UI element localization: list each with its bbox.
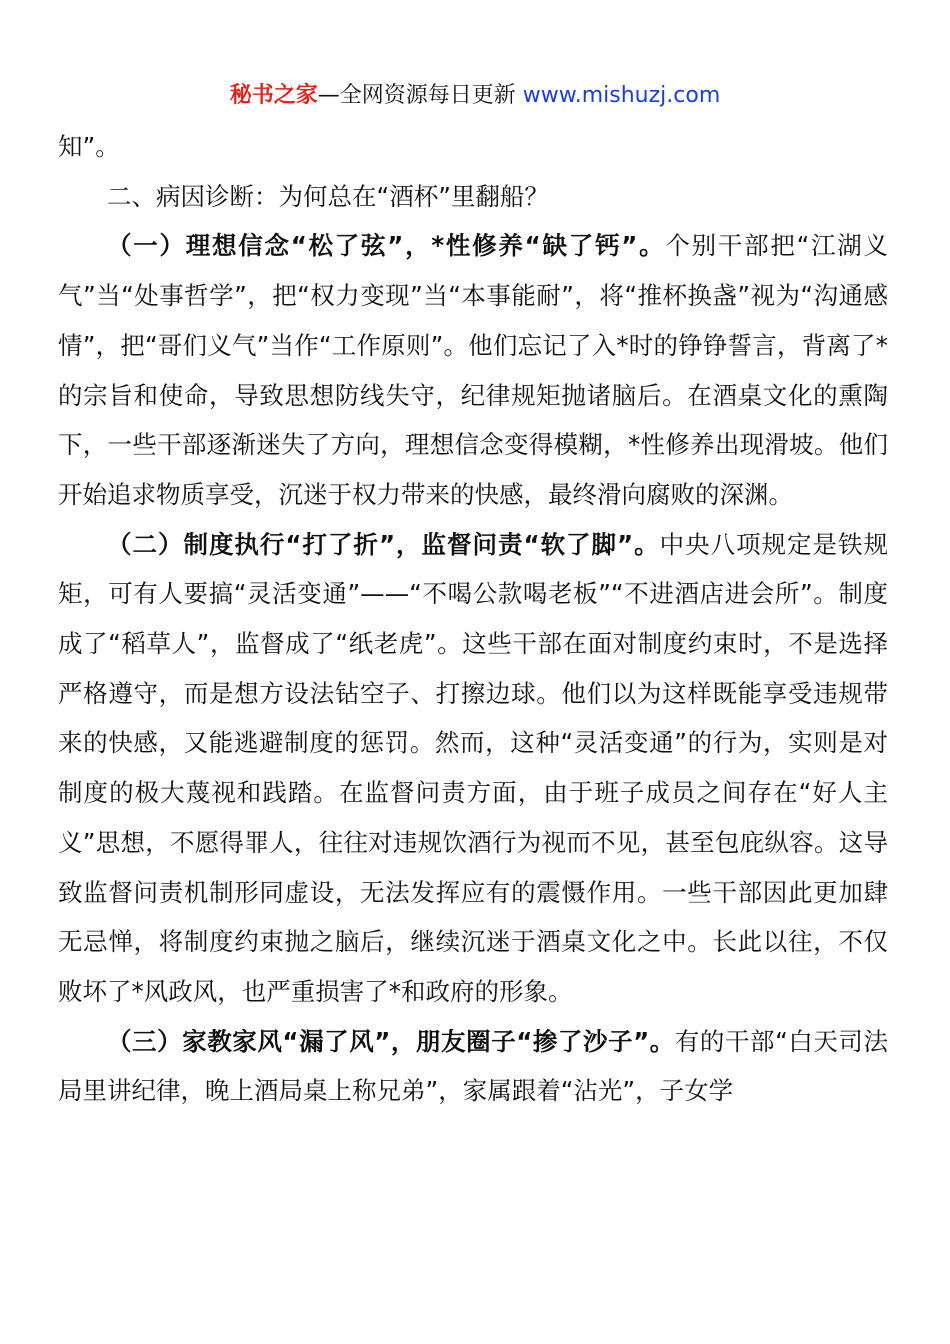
paragraph-1-title: （一）理想信念“松了弦”，*性修养“缺了钙”。: [107, 231, 666, 261]
section-heading: 二、病因诊断：为何总在“酒杯”里翻船？: [107, 181, 549, 211]
paragraph-3-title: （三）家教家风“漏了风”，朋友圈子“掺了沙子”。: [107, 1026, 675, 1056]
paragraph-2-title: （二）制度执行“打了折”，监督问责“软了脚”。: [107, 529, 660, 559]
paragraph-3: [58, 1017, 888, 1116]
paragraph-2-body: 中央八项规定是铁规矩，可有人要搞“灵活变通”——“不喝公款喝老板”“不进酒店进会所”。制度成了“稻草人”，监督成了“纸老虎”。这些干部在面对制度约束时，不是选择严格遵守，而是想方设法钻空子、打擦边球。他们以为这样既能享受违规带来的快感，又能逃避制度的惩罚。然而，这种“灵活变通”的行为，实则是对制度的极大蔑视和践踏。在监督问责方面，由于班子成员之间存在“好人主义”思想，不愿得罪人，往往对违规饮酒行为视而不见，甚至包庇纵容。这导致监督问责机制形同虚设，无法发挥应有的震慑作用。一些干部因此更加肆无忌惮，将制度约束抛之脑后，继续沉迷于酒桌文化之中。长此以往，不仅败坏了*风政风，也严重损害了*和政府的形象。: [58, 529, 889, 1006]
site-tagline: —全网资源每日更新: [317, 83, 523, 108]
paragraph-2: [58, 520, 888, 1017]
site-url-link[interactable]: www.mishuzj.com: [522, 83, 721, 108]
paragraph-1: [58, 221, 888, 519]
document-body: [58, 122, 888, 1116]
site-header: [0, 80, 950, 112]
paragraph-continuation: 知”。: [58, 132, 120, 161]
paragraph-3-body: 有的干部“白天司法局里讲纪律，晚上酒局桌上称兄弟”，家属跟着“沾光”，子女学: [58, 1026, 888, 1106]
site-brand: 秘书之家: [229, 83, 318, 108]
paragraph-1-body: 个别干部把“江湖义气”当“处事哲学”，把“权力变现”当“本事能耐”，将“推杯换盏”视为“沟通感情”，把“哥们义气”当作“工作原则”。他们忘记了入*时的铮铮誓言，背离了*的宗旨和使命，导致思想防线失守，纪律规矩抛诸脑后。在酒桌文化的熏陶下，一些干部逐渐迷失了方向，理想信念变得模糊，*性修养出现滑坡。他们开始追求物质享受，沉迷于权力带来的快感，最终滑向腐败的深渊。: [58, 231, 888, 509]
